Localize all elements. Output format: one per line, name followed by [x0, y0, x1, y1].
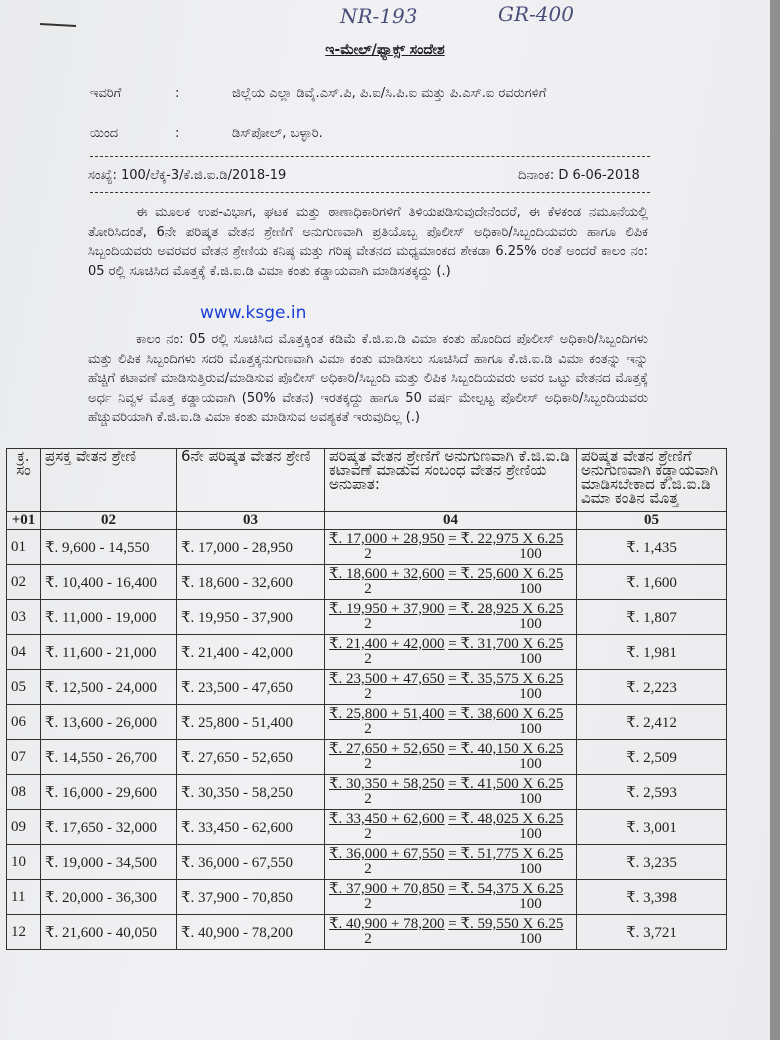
table-row	[7, 845, 727, 880]
calc-sum: ₹. 23,500 + 47,650	[329, 671, 445, 687]
calc-divisor: 2	[364, 651, 372, 667]
kgid-amount: ₹. 1,807	[577, 600, 727, 635]
current-pay-scale: ₹. 11,000 - 19,000	[41, 600, 177, 635]
revised-pay-scale: ₹. 18,600 - 32,600	[177, 565, 325, 600]
serial-number: 06	[7, 705, 41, 740]
current-pay-scale: ₹. 10,400 - 16,400	[41, 565, 177, 600]
pen-mark	[40, 23, 76, 27]
table-row	[7, 915, 727, 950]
table-row	[7, 565, 727, 600]
revised-pay-scale: ₹. 19,950 - 37,900	[177, 600, 325, 635]
calc-denominator: 100	[519, 896, 542, 912]
revised-pay-scale: ₹. 40,900 - 78,200	[177, 915, 325, 950]
table-row	[7, 670, 727, 705]
calc-mid: = ₹. 51,775 X 6.25	[448, 846, 564, 862]
calc-sum: ₹. 21,400 + 42,000	[329, 636, 445, 652]
column-number: 02	[41, 512, 177, 530]
kgid-amount: ₹. 1,981	[577, 635, 727, 670]
calc-divisor: 2	[364, 896, 372, 912]
calc-divisor: 2	[364, 721, 372, 737]
current-pay-scale: ₹. 11,600 - 21,000	[41, 635, 177, 670]
calc-denominator: 100	[519, 756, 542, 772]
serial-number: 05	[7, 670, 41, 705]
calc-sum: ₹. 40,900 + 78,200	[329, 916, 445, 932]
ratio-calculation	[325, 530, 577, 565]
kgid-table	[6, 448, 727, 950]
calc-mid: = ₹. 22,975 X 6.25	[448, 531, 564, 547]
serial-number: 09	[7, 810, 41, 845]
separator-top	[90, 156, 650, 157]
calc-divisor: 2	[364, 791, 372, 807]
revised-pay-scale: ₹. 33,450 - 62,600	[177, 810, 325, 845]
current-pay-scale: ₹. 21,600 - 40,050	[41, 915, 177, 950]
table-row	[7, 600, 727, 635]
calc-denominator: 100	[519, 931, 542, 947]
serial-number: 11	[7, 880, 41, 915]
serial-number: 02	[7, 565, 41, 600]
column-number-row	[7, 512, 727, 530]
kgid-amount: ₹. 3,721	[577, 915, 727, 950]
kgid-amount: ₹. 2,412	[577, 705, 727, 740]
ratio-calculation	[325, 600, 577, 635]
kgid-amount: ₹. 3,235	[577, 845, 727, 880]
handwritten-note-left: NR-193	[340, 4, 418, 28]
column-number: +01	[7, 512, 41, 530]
calc-denominator: 100	[519, 861, 542, 877]
serial-number: 07	[7, 740, 41, 775]
current-pay-scale: ₹. 19,000 - 34,500	[41, 845, 177, 880]
calc-sum: ₹. 37,900 + 70,850	[329, 881, 445, 897]
serial-number: 03	[7, 600, 41, 635]
revised-pay-scale: ₹. 36,000 - 67,550	[177, 845, 325, 880]
table-row	[7, 705, 727, 740]
kgid-amount: ₹. 2,593	[577, 775, 727, 810]
column-number: 05	[577, 512, 727, 530]
kgid-amount: ₹. 3,398	[577, 880, 727, 915]
ratio-calculation	[325, 845, 577, 880]
ratio-calculation	[325, 740, 577, 775]
separator-bottom	[90, 192, 650, 193]
serial-number: 04	[7, 635, 41, 670]
calc-sum: ₹. 25,800 + 51,400	[329, 706, 445, 722]
calc-mid: = ₹. 25,600 X 6.25	[448, 566, 564, 582]
reference-date: ದಿನಾಂಕ: D 6-06-2018	[518, 168, 640, 183]
column-number: 04	[325, 512, 577, 530]
ratio-calculation	[325, 635, 577, 670]
ratio-calculation	[325, 670, 577, 705]
calc-sum: ₹. 30,350 + 58,250	[329, 776, 445, 792]
calc-denominator: 100	[519, 686, 542, 702]
header-serial: ಕ್ರ. ಸಂ	[7, 449, 41, 512]
ratio-calculation	[325, 810, 577, 845]
calc-sum: ₹. 36,000 + 67,550	[329, 846, 445, 862]
header-ratio: ಪರಿಷ್ಕತ ವೇತನ ಶ್ರೇಣಿಗೆ ಅನುಗುಣವಾಗಿ ಕೆ.ಜಿ.ಐ.ಡಿ ಕಟಾವಣೆ ಮಾಡುವ ಸಂಬಂಧ ವೇತನ ಶ್ರೇಣಿಯ ಅನುಪಾತ:	[325, 449, 577, 512]
document-title: ಇ-ಮೇಲ್/ಫ್ಯಾಕ್ಸ್ ಸಂದೇಶ	[325, 42, 445, 58]
kgid-amount: ₹. 3,001	[577, 810, 727, 845]
column-number: 03	[177, 512, 325, 530]
ratio-calculation	[325, 565, 577, 600]
ratio-calculation	[325, 880, 577, 915]
calc-divisor: 2	[364, 756, 372, 772]
ratio-calculation	[325, 705, 577, 740]
header-current-scale: ಪ್ರಸಕ್ತ ವೇತನ ಶ್ರೇಣಿ	[41, 449, 177, 512]
header-revised-scale: 6ನೇ ಪರಿಷ್ಕತ ವೇತನ ಶ್ರೇಣಿ	[177, 449, 325, 512]
calc-denominator: 100	[519, 721, 542, 737]
calc-divisor: 2	[364, 826, 372, 842]
calc-mid: = ₹. 59,550 X 6.25	[448, 916, 564, 932]
handwritten-note-right: GR-400	[498, 2, 574, 26]
calc-denominator: 100	[519, 616, 542, 632]
ratio-calculation	[325, 775, 577, 810]
table-row	[7, 775, 727, 810]
reference-number: ಸಂಖ್ಯೆ: 100/ಲೆಕ್ಕ-3/ಕೆ.ಜಿ.ಐ.ಡಿ/2018-19	[88, 168, 287, 183]
to-colon: :	[175, 86, 180, 101]
calc-sum: ₹. 18,600 + 32,600	[329, 566, 445, 582]
revised-pay-scale: ₹. 23,500 - 47,650	[177, 670, 325, 705]
kgid-amount: ₹. 2,509	[577, 740, 727, 775]
current-pay-scale: ₹. 17,650 - 32,000	[41, 810, 177, 845]
calc-sum: ₹. 27,650 + 52,650	[329, 741, 445, 757]
calc-mid: = ₹. 35,575 X 6.25	[448, 671, 564, 687]
serial-number: 10	[7, 845, 41, 880]
revised-pay-scale: ₹. 30,350 - 58,250	[177, 775, 325, 810]
current-pay-scale: ₹. 20,000 - 36,300	[41, 880, 177, 915]
calc-divisor: 2	[364, 616, 372, 632]
calc-denominator: 100	[519, 791, 542, 807]
current-pay-scale: ₹. 14,550 - 26,700	[41, 740, 177, 775]
calc-divisor: 2	[364, 686, 372, 702]
kgid-amount: ₹. 2,223	[577, 670, 727, 705]
serial-number: 01	[7, 530, 41, 565]
current-pay-scale: ₹. 16,000 - 29,600	[41, 775, 177, 810]
calc-sum: ₹. 19,950 + 37,900	[329, 601, 445, 617]
calc-mid: = ₹. 54,375 X 6.25	[448, 881, 564, 897]
calc-denominator: 100	[519, 651, 542, 667]
calc-mid: = ₹. 28,925 X 6.25	[448, 601, 564, 617]
current-pay-scale: ₹. 13,600 - 26,000	[41, 705, 177, 740]
calc-divisor: 2	[364, 546, 372, 562]
to-value: ಜಿಲ್ಲೆಯ ಎಲ್ಲಾ ಡಿವೈ.ಎಸ್.ಪಿ, ಪಿ.ಐ/ಸಿ.ಪಿ.ಐ ಮತ್ತು ಪಿ.ಎಸ್.ಐ ರವರುಗಳಿಗೆ	[232, 86, 547, 101]
kgid-amount: ₹. 1,600	[577, 565, 727, 600]
calc-mid: = ₹. 40,150 X 6.25	[448, 741, 564, 757]
table-row	[7, 740, 727, 775]
revised-pay-scale: ₹. 17,000 - 28,950	[177, 530, 325, 565]
ratio-calculation	[325, 915, 577, 950]
revised-pay-scale: ₹. 21,400 - 42,000	[177, 635, 325, 670]
to-label: ಇವರಿಗೆ	[90, 86, 122, 101]
from-value: ಡಿಸ್‌ಪೋಲ್, ಬಳ್ಳಾರಿ.	[232, 126, 323, 141]
table-row	[7, 635, 727, 670]
table-row	[7, 880, 727, 915]
from-colon: :	[175, 126, 180, 141]
table-header-row	[7, 449, 727, 512]
calc-denominator: 100	[519, 581, 542, 597]
revised-pay-scale: ₹. 37,900 - 70,850	[177, 880, 325, 915]
current-pay-scale: ₹. 9,600 - 14,550	[41, 530, 177, 565]
calc-divisor: 2	[364, 861, 372, 877]
calc-denominator: 100	[519, 546, 542, 562]
calc-mid: = ₹. 31,700 X 6.25	[448, 636, 564, 652]
calc-mid: = ₹. 48,025 X 6.25	[448, 811, 564, 827]
calc-divisor: 2	[364, 931, 372, 947]
calc-sum: ₹. 17,000 + 28,950	[329, 531, 445, 547]
calc-mid: = ₹. 41,500 X 6.25	[448, 776, 564, 792]
current-pay-scale: ₹. 12,500 - 24,000	[41, 670, 177, 705]
calc-denominator: 100	[519, 826, 542, 842]
kgid-amount: ₹. 1,435	[577, 530, 727, 565]
from-label: ಯಿಂದ	[90, 126, 119, 141]
table-row	[7, 530, 727, 565]
serial-number: 08	[7, 775, 41, 810]
header-amount: ಪರಿಷ್ಕತ ವೇತನ ಶ್ರೇಣಿಗೆ ಅನುಗುಣವಾಗಿ ಕಡ್ಡಾಯವಾಗಿ ಮಾಡಿಸಬೇಕಾದ ಕೆ.ಜಿ.ಐ.ಡಿ ವಿಮಾ ಕಂತಿನ ಮೊತ್ತ	[577, 449, 727, 512]
watermark-url: www.ksge.in	[200, 303, 307, 323]
calc-mid: = ₹. 38,600 X 6.25	[448, 706, 564, 722]
revised-pay-scale: ₹. 25,800 - 51,400	[177, 705, 325, 740]
calc-divisor: 2	[364, 581, 372, 597]
calc-sum: ₹. 33,450 + 62,600	[329, 811, 445, 827]
table-row	[7, 810, 727, 845]
paragraph-1: ಈ ಮೂಲಕ ಉಪ-ವಿಭಾಗ, ಘಟಕ ಮತ್ತು ಠಾಣಾಧಿಕಾರಿಗಳಿಗೆ ತಿಳಿಯಪಡಿಸುವುದೇನೆಂದರೆ, ಈ ಕೆಳಕಂಡ ನಮೂನೆಯಲ್ಲಿ ತೋರಿಸಿದಂತೆ, 6ನೇ ಪರಿಷ್ಕತ ವೇತನ ಶ್ರೇಣಿಗೆ ಅನುಗುಣವಾಗಿ ಪ್ರತಿಯೊಬ್ಬ ಪೊಲೀಸ್ ಅಧಿಕಾರಿ/ಸಿಬ್ಬಂದಿಯವರು ಹಾಗೂ ಲಿಪಿಕ ಸಿಬ್ಬಂದಿಯವರು ಅವರವರ ವೇತನ ಶ್ರೇಣಿಯ ಕನಿಷ್ಠ ಮತ್ತು ಗರಿಷ್ಠ ವೇತನದ ಮಧ್ಯಮಾಂಕದ ಶೇಕಡಾ 6.25% ರಂತೆ ಅಂದರೆ ಕಾಲಂ ನಂ: 05 ರಲ್ಲಿ ಸೂಚಿಸಿದ ಮೊತ್ತಕ್ಕೆ ಕೆ.ಜಿ.ಐ.ಡಿ ವಿಮಾ ಕಂತು ಕಡ್ಡಾಯವಾಗಿ ಮಾಡಿಸತಕ್ಕದ್ದು (.)	[88, 205, 648, 279]
paragraph-2: ಕಾಲಂ ನಂ: 05 ರಲ್ಲಿ ಸೂಚಿಸಿದ ಮೊತ್ತಕ್ಕಿಂತ ಕಡಿಮೆ ಕೆ.ಜಿ.ಐ.ಡಿ ವಿಮಾ ಕಂತು ಹೊಂದಿದ ಪೊಲೀಸ್ ಅಧಿಕಾರಿ/ಸಿಬ್ಬಂದಿಗಳು ಮತ್ತು ಲಿಪಿಕ ಸಿಬ್ಬಂದಿಗಳು ಸದರಿ ಮೊತ್ತಕ್ಕನುಗುಣವಾಗಿ ವಿಮಾ ಕಂತು ಮಾಡಿಸಲು ಸೂಚಿಸಿದೆ ಹಾಗೂ ಕೆ.ಜಿ.ಐ.ಡಿ ವಿಮಾ ಕಂತನ್ನು ಇನ್ನು ಹೆಚ್ಚಿಗೆ ಕಟಾವಣೆ ಮಾಡಿಸುತ್ತಿರುವ/ಮಾಡಿಸುವ ಪೊಲೀಸ್ ಅಧಿಕಾರಿ/ಸಿಬ್ಬಂದಿ ಮತ್ತು ಲಿಪಿಕ ಸಿಬ್ಬಂದಿಯವರು ಅವರ ಒಟ್ಟು ವೇತನದ ಮೊತ್ತಕ್ಕೆ ಅರ್ಧ ನಿವ್ವಳ ಮೊತ್ತ ಕಡ್ಡಾಯವಾಗಿ (50% ವೇತನ) ಇರತಕ್ಕದ್ದು ಹಾಗೂ 50 ವರ್ಷ ಮೇಲ್ಪಟ್ಟ ಪೊಲೀಸ್ ಅಧಿಕಾರಿ/ಸಿಬ್ಬಂದಿಯವರು ಹೆಚ್ಚುವರಿಯಾಗಿ ಕೆ.ಜಿ.ಐ.ಡಿ ವಿಮಾ ಕಂತು ಮಾಡಿಸುವ ಅವಶ್ಯಕತೆ ಇರುವುದಿಲ್ಲ (.)	[88, 332, 648, 425]
revised-pay-scale: ₹. 27,650 - 52,650	[177, 740, 325, 775]
serial-number: 12	[7, 915, 41, 950]
